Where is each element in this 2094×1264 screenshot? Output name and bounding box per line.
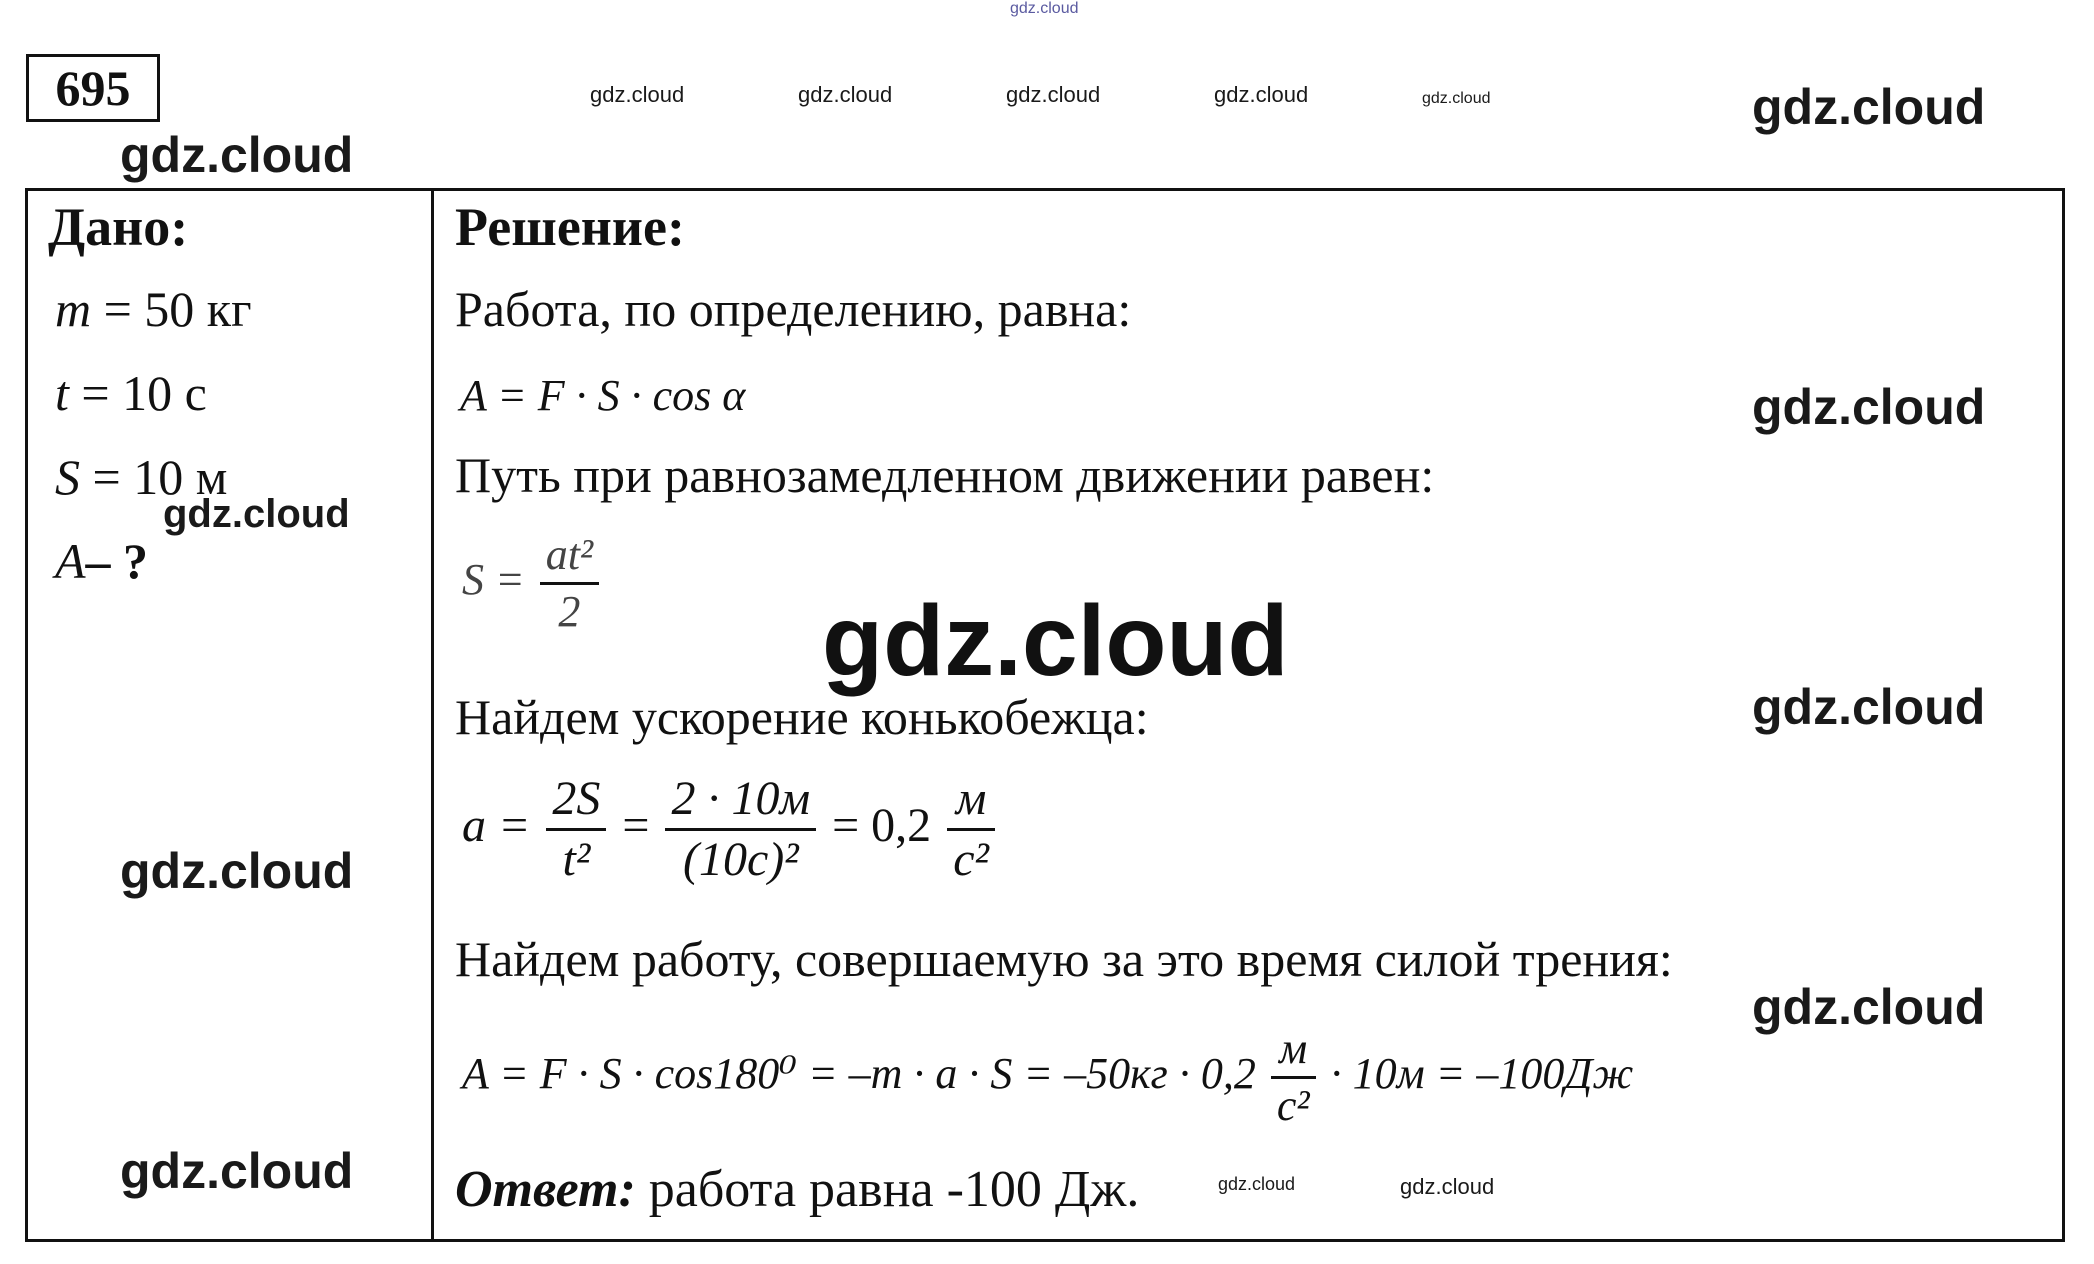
- accel-unit-denominator: с²: [953, 833, 989, 887]
- solution-text-work-definition: Работа, по определению, равна:: [455, 281, 1132, 337]
- given-var: m: [55, 281, 92, 337]
- answer-label: Ответ:: [455, 1161, 636, 1218]
- watermark-header-2: gdz.cloud: [798, 82, 893, 107]
- watermark-left-2: gdz.cloud: [163, 492, 350, 536]
- watermark-header-large: gdz.cloud: [1752, 79, 1986, 135]
- solution-text-path: Путь при равнозамедленном движении равен:: [455, 447, 1435, 503]
- given-item-unknown: [55, 532, 148, 590]
- watermark-left-1: gdz.cloud: [120, 127, 354, 183]
- problem-number: 695: [26, 54, 160, 122]
- watermark-right-3: gdz.cloud: [1752, 979, 1986, 1035]
- watermark-left-3: gdz.cloud: [120, 843, 354, 899]
- given-value: = 50 кг: [91, 281, 252, 337]
- watermark-header-4: gdz.cloud: [1214, 82, 1309, 107]
- accel-frac1-numerator: 2S: [546, 774, 606, 831]
- watermark-top-tiny: gdz.cloud: [1010, 0, 1079, 17]
- given-var: S: [55, 449, 80, 505]
- accel-lhs: a =: [462, 798, 531, 852]
- given-item-time: [55, 364, 207, 422]
- accel-unit-numerator: м: [947, 774, 995, 831]
- solution-text-acceleration: Найдем ускорение конькобежца:: [455, 689, 1149, 745]
- watermark-right-2: gdz.cloud: [1752, 679, 1986, 735]
- accel-equals: =: [622, 798, 650, 852]
- formula-path: [462, 532, 603, 635]
- watermark-left-4: gdz.cloud: [120, 1143, 354, 1199]
- given-value: = 10 с: [68, 365, 207, 421]
- answer-text: работа равна -100 Дж.: [635, 1161, 1140, 1218]
- work-unit-numerator: м: [1271, 1026, 1316, 1079]
- given-value: = 10 м: [80, 449, 228, 505]
- answer-line: [455, 1160, 1139, 1219]
- path-denominator: 2: [558, 587, 581, 637]
- given-var: A: [55, 533, 86, 589]
- accel-result: = 0,2: [832, 798, 932, 852]
- formula-friction-work: [462, 1026, 1633, 1129]
- accel-frac2-denominator: (10с)²: [682, 833, 799, 887]
- path-numerator: at²: [540, 532, 599, 585]
- accel-frac1-denominator: t²: [562, 833, 591, 887]
- watermark-center-large: gdz.cloud: [822, 585, 1289, 697]
- given-title: Дано:: [48, 197, 189, 257]
- given-var: t: [55, 365, 69, 421]
- watermark-header-1: gdz.cloud: [590, 82, 685, 107]
- formula-work: A = F · S · cos α: [460, 371, 746, 420]
- given-value: – ?: [85, 533, 149, 589]
- watermark-bottom-small-2: gdz.cloud: [1400, 1174, 1495, 1199]
- work-part1: A = F · S · cos180⁰ = –m · a · S = –50кг · 0,2: [462, 1048, 1256, 1098]
- path-lhs: S =: [462, 554, 525, 604]
- watermark-right-1: gdz.cloud: [1752, 379, 1986, 435]
- watermark-header-3: gdz.cloud: [1006, 82, 1101, 107]
- watermark-bottom-small-1: gdz.cloud: [1218, 1174, 1296, 1194]
- given-item-mass: [55, 280, 252, 338]
- work-part2: · 10м = –100Дж: [1330, 1048, 1634, 1098]
- watermark-header-5: gdz.cloud: [1422, 90, 1491, 107]
- solution-text-friction-work: Найдем работу, совершаемую за это время силой трения:: [455, 931, 1673, 987]
- work-unit-denominator: с²: [1276, 1081, 1310, 1131]
- accel-frac2-numerator: 2 · 10м: [665, 774, 816, 831]
- table-divider: [431, 188, 434, 1242]
- solution-title: Решение:: [455, 197, 685, 257]
- formula-acceleration: [462, 774, 999, 886]
